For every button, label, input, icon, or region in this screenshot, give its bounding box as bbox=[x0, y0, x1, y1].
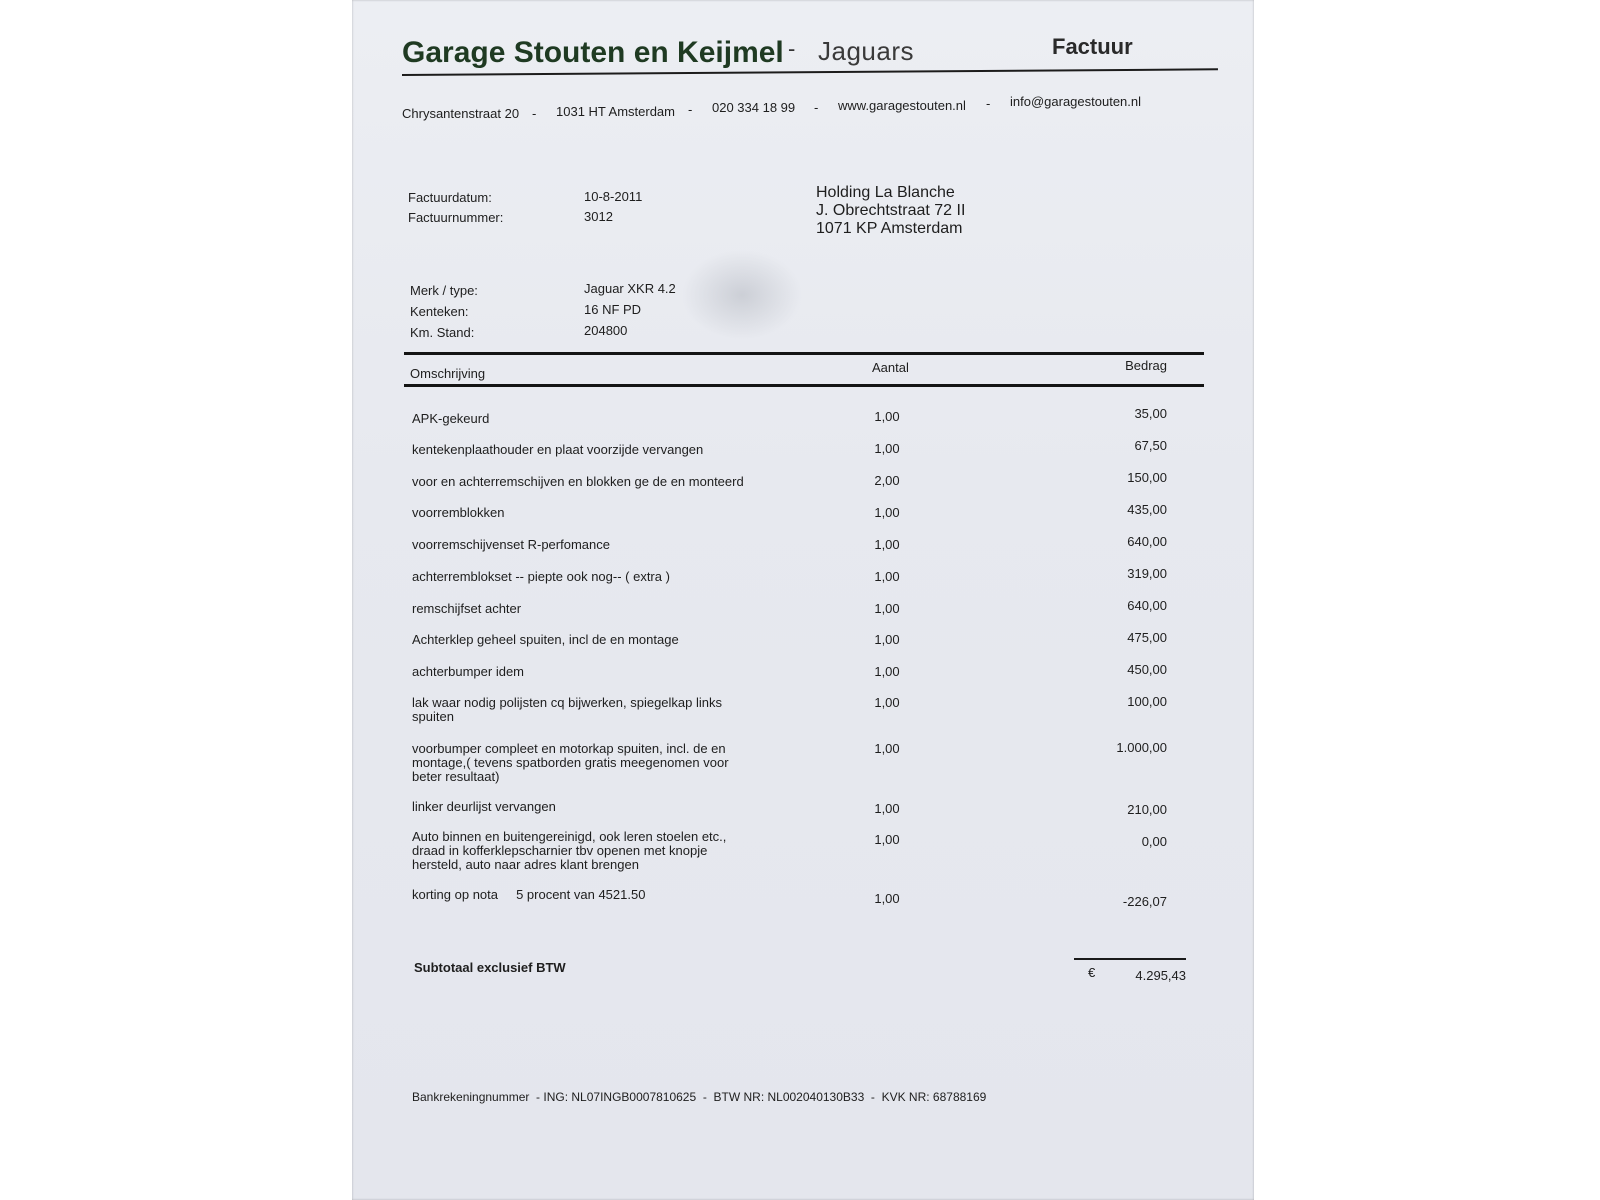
line-item-amount: 475,00 bbox=[1127, 630, 1167, 645]
line-item-quantity: 1,00 bbox=[874, 891, 900, 906]
invoice-number: 3012 bbox=[584, 209, 613, 224]
client-street: J. Obrechtstraat 72 II bbox=[816, 202, 966, 219]
line-item-amount: 319,00 bbox=[1127, 566, 1167, 581]
contact-sep-2: - bbox=[688, 102, 693, 117]
line-item-quantity: 1,00 bbox=[874, 695, 900, 710]
document-title: Factuur bbox=[1052, 34, 1133, 59]
line-item-amount: -226,07 bbox=[1122, 894, 1167, 909]
line-item-quantity: 1,00 bbox=[874, 505, 900, 520]
line-item-quantity: 2,00 bbox=[874, 473, 900, 488]
vehicle-km-label: Km. Stand: bbox=[410, 325, 475, 340]
line-item-quantity: 1,00 bbox=[874, 741, 900, 756]
subtotal-rule bbox=[1074, 958, 1186, 960]
table-header-rule bbox=[404, 384, 1204, 387]
line-item-quantity: 1,00 bbox=[874, 832, 900, 847]
vehicle-km: 204800 bbox=[584, 323, 628, 338]
subtotal-label: Subtotaal exclusief BTW bbox=[414, 960, 566, 975]
line-item-description: voorremblokken bbox=[412, 505, 505, 520]
line-item-description: achterremblokset -- piepte ook nog-- ( extra ) bbox=[412, 569, 670, 584]
paper-shadow bbox=[682, 250, 802, 340]
invoice-paper bbox=[352, 0, 1254, 1200]
line-item-amount: 450,00 bbox=[1127, 662, 1167, 677]
column-header-quantity: Aantal bbox=[872, 360, 909, 375]
subtotal-amount: 4.295,43 bbox=[1135, 968, 1186, 983]
column-header-amount: Bedrag bbox=[1125, 358, 1167, 373]
line-item-quantity: 1,00 bbox=[874, 409, 900, 424]
line-item-description: Achterklep geheel spuiten, incl de en montage bbox=[412, 632, 679, 647]
contact-postal: 1031 HT Amsterdam bbox=[556, 104, 675, 119]
line-item-amount: 640,00 bbox=[1127, 598, 1167, 613]
line-item-description: APK-gekeurd bbox=[412, 411, 490, 426]
client-city: 1071 KP Amsterdam bbox=[816, 220, 963, 237]
line-item-amount: 0,00 bbox=[1141, 834, 1167, 849]
contact-website: www.garagestouten.nl bbox=[838, 98, 966, 113]
vehicle-make: Jaguar XKR 4.2 bbox=[584, 281, 676, 296]
line-item-amount: 210,00 bbox=[1127, 802, 1167, 817]
line-item-quantity: 1,00 bbox=[874, 664, 900, 679]
line-item-quantity: 1,00 bbox=[874, 569, 900, 584]
line-item-description: Auto binnen en buitengereinigd, ook leren stoelen etc., draad in kofferklepscharnier tbv openen met knopje hersteld, auto naar adres klant brengen bbox=[412, 829, 727, 872]
line-item-description: kentekenplaathouder en plaat voorzijde vervangen bbox=[412, 442, 704, 457]
invoice-number-label: Factuurnummer: bbox=[408, 210, 504, 225]
header-separator: - bbox=[788, 36, 796, 61]
invoice-date-label: Factuurdatum: bbox=[408, 190, 492, 205]
footer-bank-details: Bankrekeningnummer - ING: NL07INGB0007810625 - BTW NR: NL002040130B33 - KVK NR: 68788169 bbox=[412, 1090, 987, 1104]
line-item-quantity: 1,00 bbox=[874, 632, 900, 647]
column-header-description: Omschrijving bbox=[410, 366, 486, 381]
contact-address: Chrysantenstraat 20 bbox=[402, 106, 520, 121]
client-name: Holding La Blanche bbox=[816, 184, 955, 201]
line-item-description: korting op nota 5 procent van 4521.50 bbox=[412, 887, 646, 902]
line-item-quantity: 1,00 bbox=[874, 801, 900, 816]
line-item-description: voorbumper compleet en motorkap spuiten, incl. de en montage,( tevens spatborden gratis meegenomen voor beter resultaat) bbox=[412, 741, 729, 784]
line-item-amount: 100,00 bbox=[1127, 694, 1167, 709]
line-item-amount: 1.000,00 bbox=[1116, 740, 1167, 755]
contact-sep-1: - bbox=[532, 106, 537, 121]
line-item-description: remschijfset achter bbox=[412, 601, 522, 616]
line-item-amount: 150,00 bbox=[1127, 470, 1167, 485]
line-item-amount: 435,00 bbox=[1127, 502, 1167, 517]
vehicle-make-label: Merk / type: bbox=[410, 283, 478, 298]
vehicle-plate: 16 NF PD bbox=[584, 302, 642, 317]
line-item-quantity: 1,00 bbox=[874, 537, 900, 552]
line-item-quantity: 1,00 bbox=[874, 601, 900, 616]
contact-sep-3: - bbox=[814, 100, 819, 115]
table-top-rule bbox=[404, 352, 1204, 355]
line-item-quantity: 1,00 bbox=[874, 441, 900, 456]
line-item-amount: 67,50 bbox=[1134, 438, 1167, 453]
currency-symbol: € bbox=[1088, 965, 1096, 980]
invoice-date: 10-8-2011 bbox=[584, 189, 643, 204]
vehicle-plate-label: Kenteken: bbox=[410, 304, 469, 319]
line-item-description: voor en achterremschijven en blokken ge de en monteerd bbox=[412, 474, 744, 489]
line-item-description: lak waar nodig polijsten cq bijwerken, spiegelkap links spuiten bbox=[412, 695, 723, 724]
contact-sep-4: - bbox=[986, 96, 991, 111]
line-item-description: linker deurlijst vervangen bbox=[412, 799, 556, 814]
line-item-description: achterbumper idem bbox=[412, 664, 524, 679]
line-item-amount: 35,00 bbox=[1134, 406, 1167, 421]
contact-email: info@garagestouten.nl bbox=[1010, 94, 1142, 109]
company-name: Garage Stouten en Keijmel bbox=[402, 36, 784, 69]
company-tagline: Jaguars bbox=[818, 36, 914, 66]
contact-phone: 020 334 18 99 bbox=[712, 100, 796, 115]
line-item-amount: 640,00 bbox=[1127, 534, 1167, 549]
line-item-description: voorremschijvenset R-perfomance bbox=[412, 537, 610, 552]
